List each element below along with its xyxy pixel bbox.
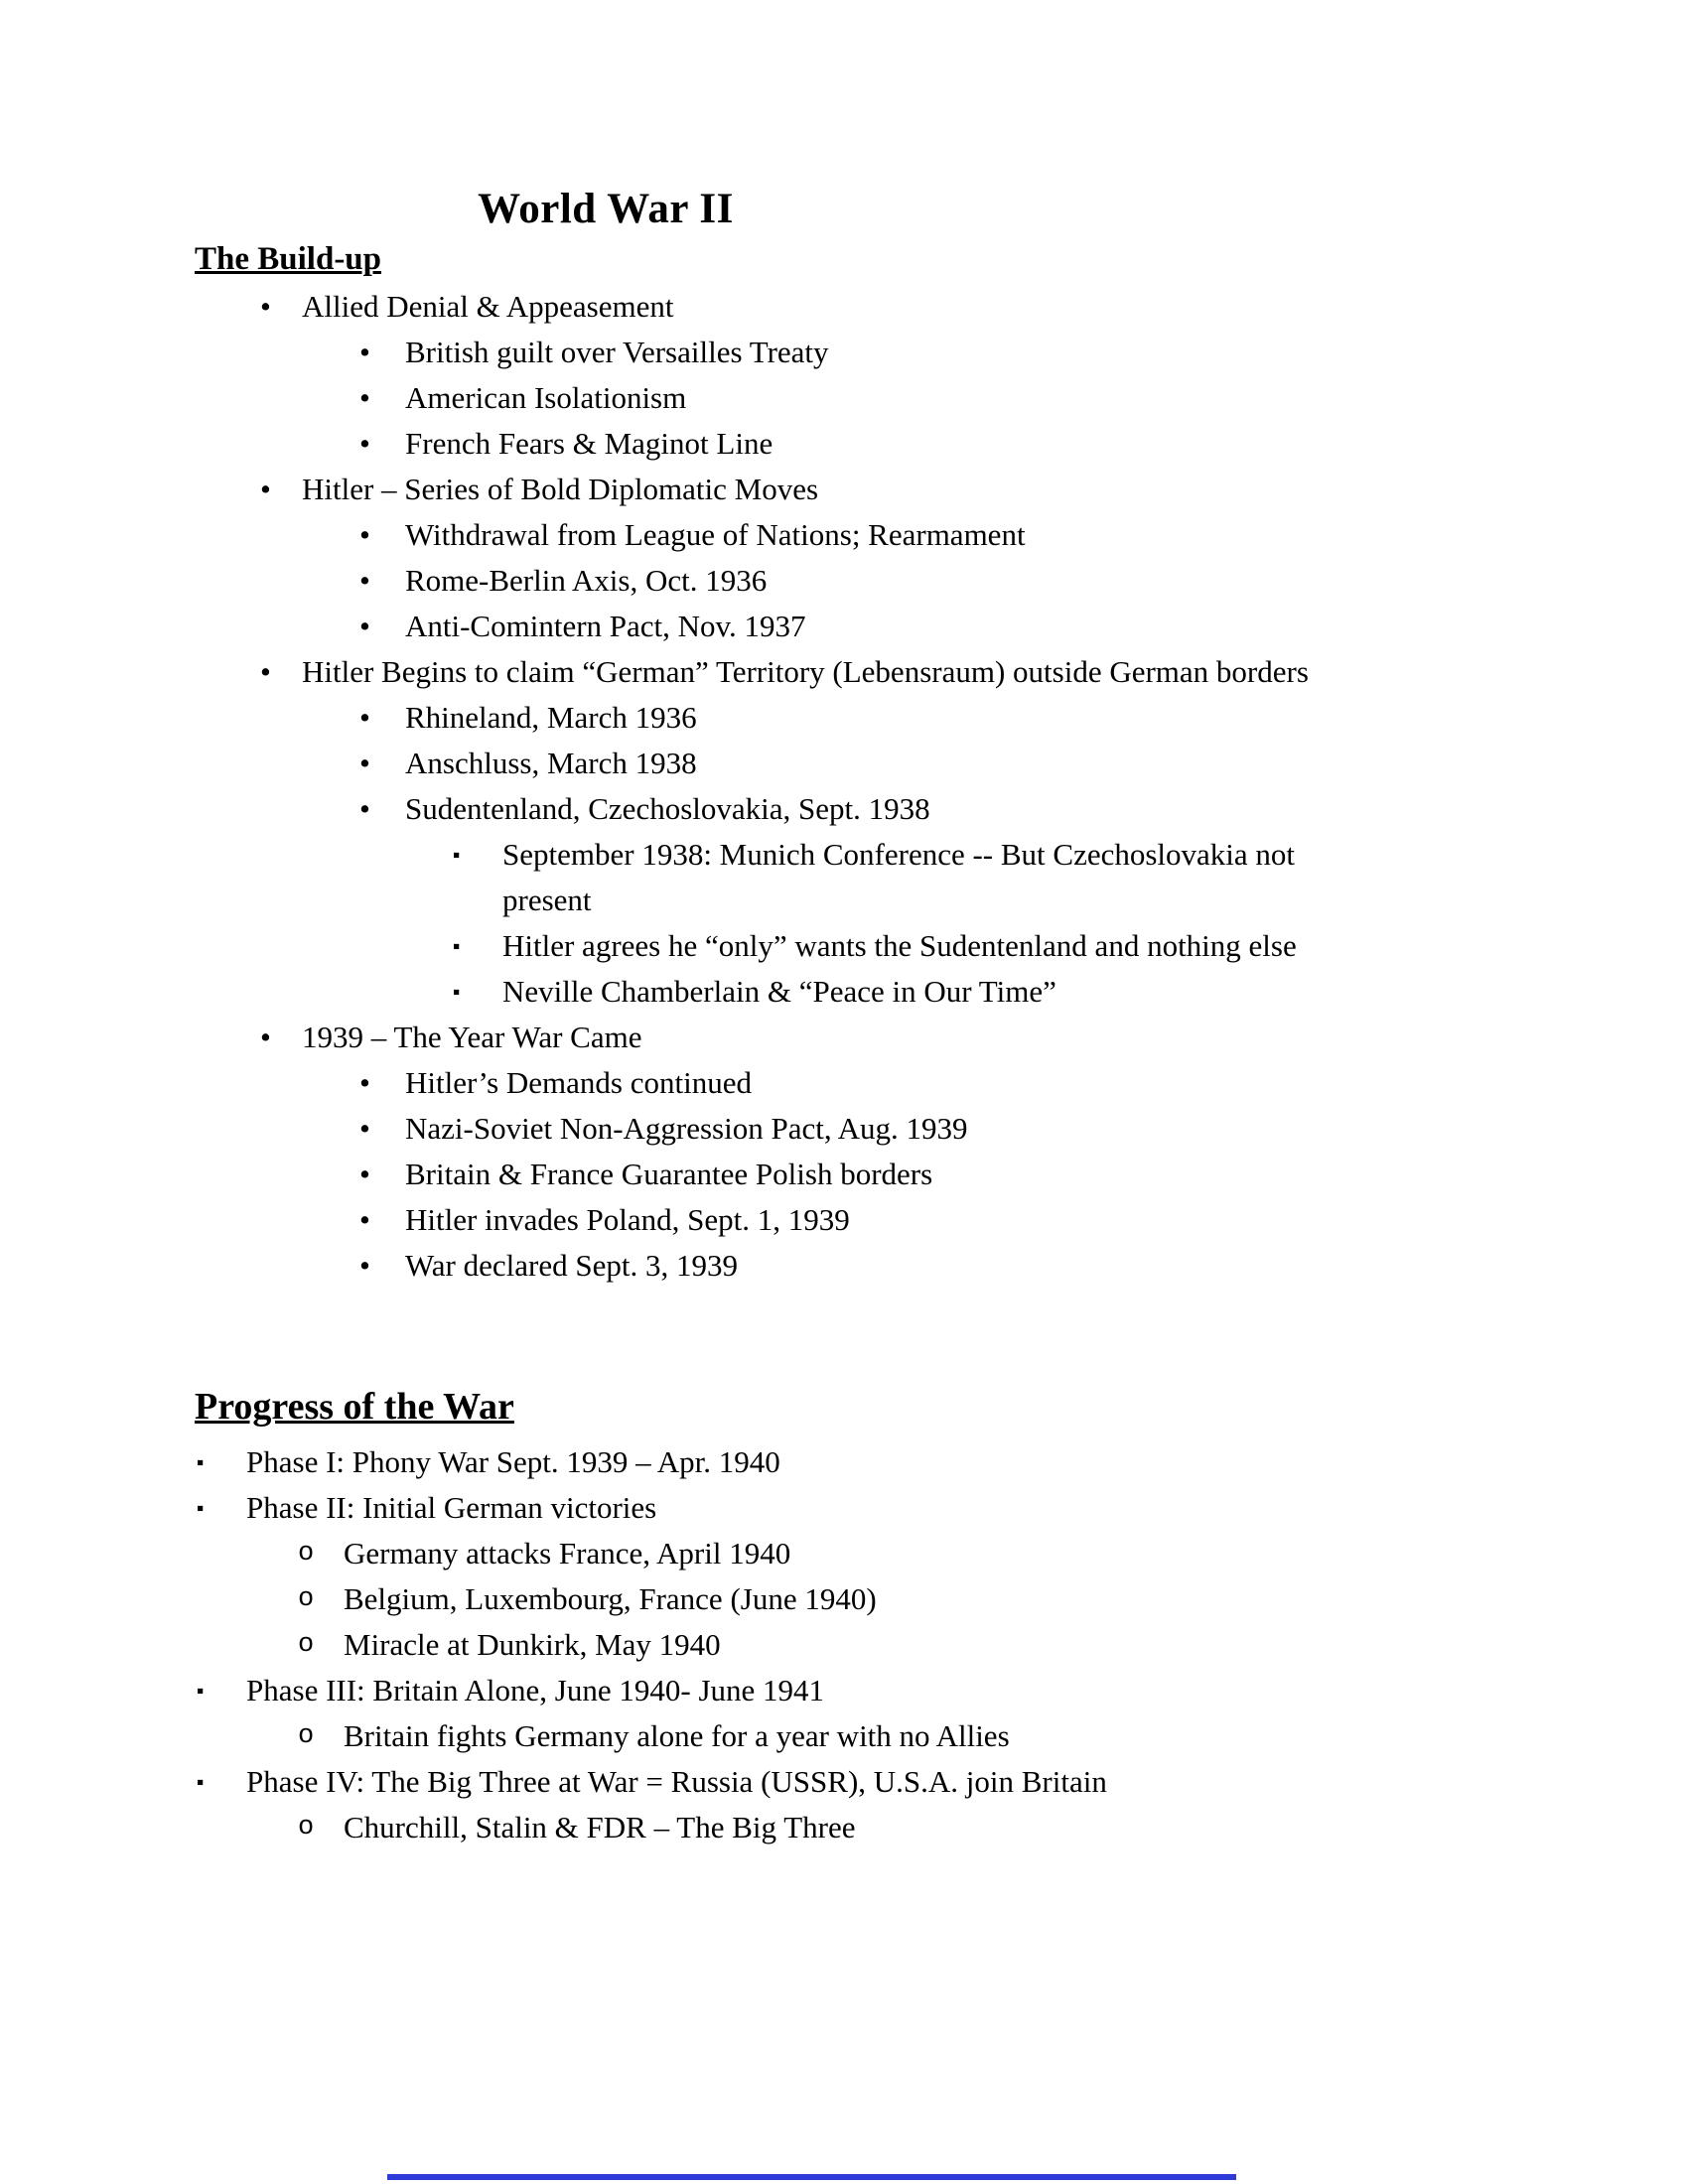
list-item-text: Britain fights Germany alone for a year with no Allies xyxy=(344,1717,1010,1753)
list-item-text: American Isolationism xyxy=(405,380,687,416)
disc-bullet-icon: • xyxy=(359,426,370,462)
list-item-text: Phase II: Initial German victories xyxy=(246,1489,657,1525)
list-item xyxy=(359,695,1370,741)
disc-bullet-icon: • xyxy=(359,609,370,644)
list-item xyxy=(359,1060,1370,1106)
list-item xyxy=(298,1576,1370,1622)
list-item-text: Hitler invades Poland, Sept. 1, 1939 xyxy=(405,1202,850,1238)
list-item xyxy=(359,512,1370,558)
section-heading: The Build-up xyxy=(195,241,382,277)
square-bullet-icon: ▪ xyxy=(453,980,461,1005)
list-item xyxy=(359,604,1370,649)
list-item xyxy=(298,1531,1370,1576)
list-item xyxy=(359,741,1370,786)
circle-bullet-icon: o xyxy=(298,1538,315,1569)
list-item-text: Nazi-Soviet Non-Aggression Pact, Aug. 1939 xyxy=(405,1111,968,1147)
circle-bullet-icon: o xyxy=(298,1812,315,1843)
list-item-text: Hitler Begins to claim “German” Territory (Lebensraum) outside German borders xyxy=(302,654,1309,690)
list-item-text: Phase IV: The Big Three at War = Russia (USSR), U.S.A. join Britain xyxy=(246,1763,1107,1799)
list-item xyxy=(197,1485,1370,1531)
disc-bullet-icon: • xyxy=(260,654,271,690)
list-item-text: Allied Denial & Appeasement xyxy=(302,289,674,325)
list-item-text: Hitler’s Demands continued xyxy=(405,1065,752,1101)
square-bullet-icon: ▪ xyxy=(197,1449,205,1474)
disc-bullet-icon: • xyxy=(359,1065,370,1101)
disc-bullet-icon: • xyxy=(359,517,370,553)
list-item xyxy=(197,1759,1370,1805)
list-item xyxy=(260,1015,1370,1060)
list-item-text: Anschluss, March 1938 xyxy=(405,746,697,781)
square-bullet-icon: ▪ xyxy=(453,843,461,868)
list-item xyxy=(359,558,1370,604)
section-heading: Progress of the War xyxy=(195,1386,514,1429)
list-item-text: Sudentenland, Czechoslovakia, Sept. 1938 xyxy=(405,791,930,827)
square-bullet-icon: ▪ xyxy=(197,1678,205,1703)
list-item xyxy=(298,1713,1370,1759)
list-item xyxy=(197,1439,1370,1485)
list-item-text: Miracle at Dunkirk, May 1940 xyxy=(344,1626,721,1662)
list-item xyxy=(359,1197,1370,1243)
disc-bullet-icon: • xyxy=(260,1020,271,1055)
list-item-text: Hitler – Series of Bold Diplomatic Moves xyxy=(302,472,819,507)
document-title: World War II xyxy=(478,186,734,232)
list-item xyxy=(359,330,1370,375)
list-item xyxy=(453,832,1370,923)
disc-bullet-icon: • xyxy=(359,563,370,599)
disc-bullet-icon: • xyxy=(359,1248,370,1284)
list-item-text: September 1938: Munich Conference -- But Czechoslovakia not present xyxy=(502,837,1296,918)
list-item xyxy=(298,1805,1370,1850)
title-area xyxy=(0,0,1211,233)
list-item-text: Belgium, Luxembourg, France (June 1940) xyxy=(344,1580,877,1616)
list-item xyxy=(359,375,1370,421)
list-item-text: Phase III: Britain Alone, June 1940- June 1941 xyxy=(246,1672,825,1707)
disc-bullet-icon: • xyxy=(359,380,370,416)
list-item xyxy=(359,1152,1370,1197)
list-item xyxy=(359,1243,1370,1289)
list-item xyxy=(260,467,1370,512)
document-body xyxy=(0,239,1370,1850)
square-bullet-icon: ▪ xyxy=(197,1495,205,1520)
square-bullet-icon: ▪ xyxy=(453,934,461,959)
list-item-text: Churchill, Stalin & FDR – The Big Three xyxy=(344,1809,856,1844)
square-bullet-icon: ▪ xyxy=(197,1769,205,1794)
disc-bullet-icon: • xyxy=(359,746,370,781)
list-item-text: British guilt over Versailles Treaty xyxy=(405,335,829,370)
circle-bullet-icon: o xyxy=(298,1629,315,1660)
list-item xyxy=(359,1106,1370,1152)
disc-bullet-icon: • xyxy=(359,1111,370,1147)
list-item-text: French Fears & Maginot Line xyxy=(405,426,774,462)
list-item xyxy=(453,969,1370,1015)
disc-bullet-icon: • xyxy=(260,472,271,507)
list-item-text: 1939 – The Year War Came xyxy=(302,1020,642,1055)
list-item xyxy=(197,1668,1370,1713)
disc-bullet-icon: • xyxy=(260,289,271,325)
disc-bullet-icon: • xyxy=(359,335,370,370)
list-item xyxy=(298,1622,1370,1668)
bottom-divider xyxy=(387,2174,1236,2180)
list-item-text: Britain & France Guarantee Polish borders xyxy=(405,1157,933,1192)
disc-bullet-icon: • xyxy=(359,700,370,736)
list-item-text: War declared Sept. 3, 1939 xyxy=(405,1248,738,1284)
list-item xyxy=(453,923,1370,969)
disc-bullet-icon: • xyxy=(359,1157,370,1192)
circle-bullet-icon: o xyxy=(298,1720,315,1751)
list-item xyxy=(260,284,1370,330)
list-item-text: Anti-Comintern Pact, Nov. 1937 xyxy=(405,609,806,644)
list-item xyxy=(260,649,1370,695)
list-item-text: Phase I: Phony War Sept. 1939 – Apr. 1940 xyxy=(246,1443,780,1479)
list-item-text: Germany attacks France, April 1940 xyxy=(344,1535,791,1570)
disc-bullet-icon: • xyxy=(359,1202,370,1238)
list-item xyxy=(359,786,1370,832)
list-item xyxy=(359,421,1370,467)
list-item-text: Rome-Berlin Axis, Oct. 1936 xyxy=(405,563,768,599)
circle-bullet-icon: o xyxy=(298,1583,315,1614)
list-item-text: Hitler agrees he “only” wants the Sudentenland and nothing else xyxy=(502,928,1297,964)
list-item-text: Rhineland, March 1936 xyxy=(405,700,697,736)
list-item-text: Neville Chamberlain & “Peace in Our Time” xyxy=(502,974,1056,1010)
disc-bullet-icon: • xyxy=(359,791,370,827)
list-item-text: Withdrawal from League of Nations; Rearmament xyxy=(405,517,1026,553)
